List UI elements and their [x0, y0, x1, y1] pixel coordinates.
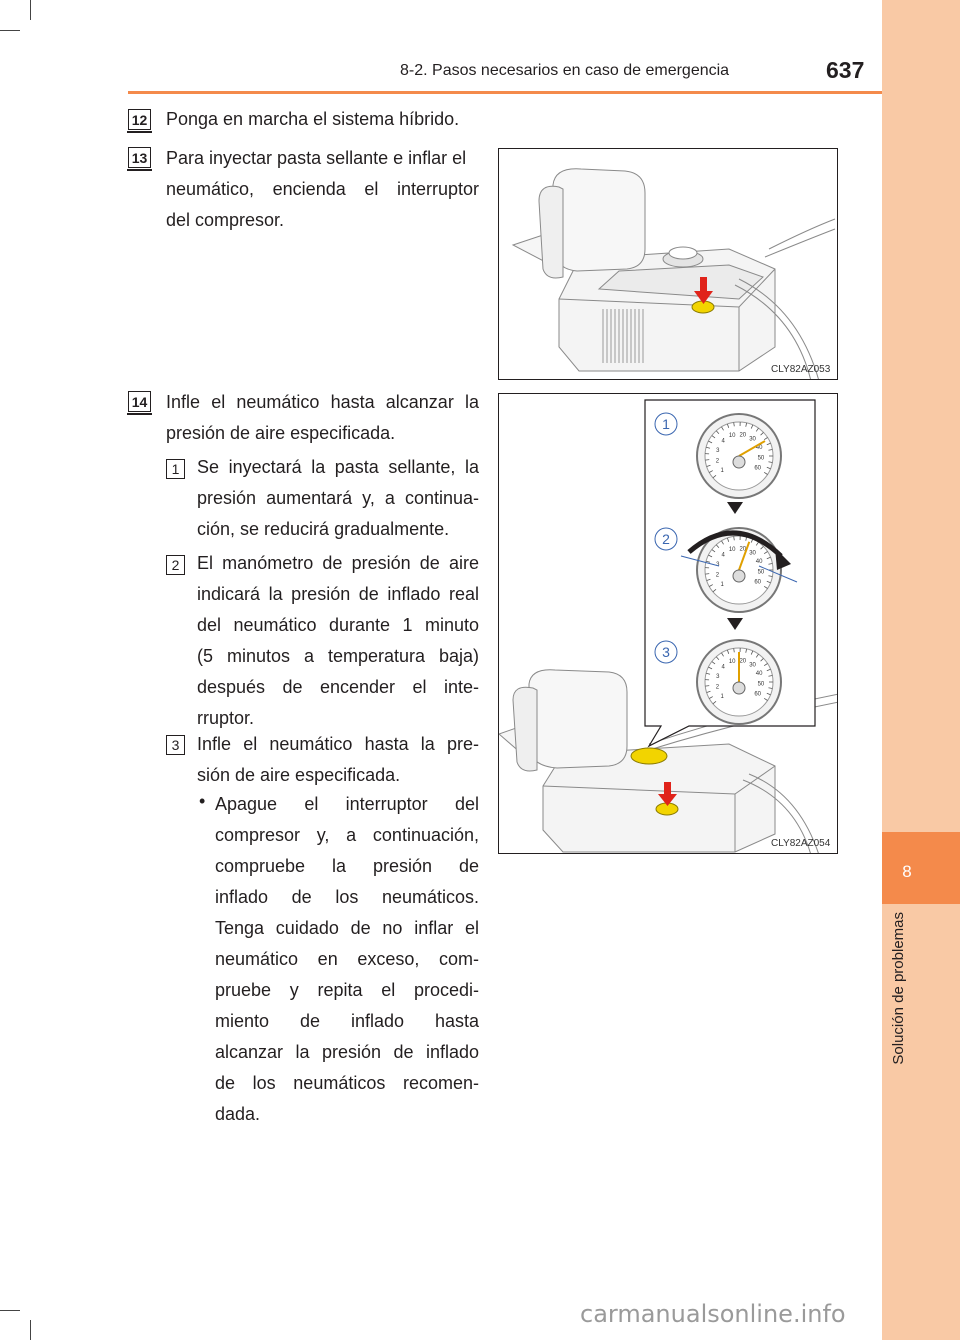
callout-2: 2	[662, 531, 670, 547]
text-line: indicará la presión de inflado real	[197, 584, 479, 604]
text-line: El manómetro de presión de aire	[197, 553, 479, 573]
pressure-gauge-icon	[697, 640, 781, 724]
step-14-text	[166, 387, 479, 449]
gauge-scale-label: 20	[739, 546, 747, 553]
figure-code: CLY82AZ054	[771, 838, 831, 849]
text-line: Se inyectará la pasta sellante, la	[197, 457, 479, 477]
text-line: alcanzar la presión de inflado	[215, 1042, 479, 1062]
figure-code: CLY82AZ053	[771, 364, 831, 375]
chapter-title	[890, 912, 924, 1112]
gauge-scale-label: 40	[755, 559, 763, 566]
header-rule	[128, 91, 882, 94]
substep-badge-2: 2	[166, 555, 185, 575]
step-number-12: 12	[128, 109, 151, 130]
gauge-scale-label: 60	[754, 691, 762, 698]
gauge-scale-label: 2	[715, 572, 720, 579]
gauge-scale-label: 30	[749, 550, 756, 557]
gauge-scale-label: 40	[755, 445, 763, 452]
callout-1: 1	[662, 416, 670, 432]
gauge-scale-label: 50	[757, 681, 765, 688]
gauge-scale-label: 60	[754, 465, 762, 472]
gauge-scale-label: 50	[757, 455, 765, 462]
text-line: sión de aire especificada.	[197, 765, 401, 785]
crop-mark	[0, 30, 20, 31]
compressor-switch-figure	[498, 148, 838, 380]
substep-badge-1: 1	[166, 459, 185, 479]
text-line: neumático en exceso, com-	[215, 949, 479, 969]
gauge-yellow	[631, 748, 667, 764]
crop-mark	[0, 1310, 20, 1311]
gauge-illustration	[499, 394, 838, 854]
gauge-scale-label: 40	[755, 671, 763, 678]
chapter-side-tab	[882, 0, 960, 1340]
text-line: dada.	[215, 1104, 261, 1124]
text-line: ción, se reducirá gradualmente.	[197, 519, 450, 539]
gauge-scale-label: 4	[721, 438, 725, 445]
gauge-scale-label: 30	[749, 436, 756, 443]
substep-2-text	[197, 548, 479, 734]
step-12-text: Ponga en marcha el sistema híbrido.	[166, 109, 460, 129]
compressor-illustration	[499, 149, 838, 380]
pressure-gauge-icon	[697, 414, 781, 498]
gauge-scale-label: 2	[715, 684, 720, 691]
callout-3: 3	[662, 644, 670, 660]
chapter-number: 8	[902, 862, 912, 881]
text-line: de los neumáticos recomen-	[215, 1073, 479, 1093]
gauge-group	[681, 414, 797, 724]
gauge-scale-label: 1	[720, 582, 724, 589]
text-line: neumático, encienda el interruptor	[166, 179, 479, 199]
crop-mark	[30, 0, 31, 20]
gauge-scale-label: 1	[720, 468, 724, 475]
text-line: miento de inflado hasta	[215, 1011, 479, 1031]
chapter-title-text: Solución de problemas	[890, 912, 907, 1065]
gauge-scale-label: 30	[749, 662, 756, 669]
step-13-text	[166, 143, 479, 236]
text-line: (5 minutos a temperatura baja)	[197, 646, 479, 666]
gauge-scale-label: 10	[728, 547, 736, 554]
text-line: Tenga cuidado de no inflar el	[215, 918, 479, 938]
gauge-scale-label: 10	[728, 659, 736, 666]
text-line: Apague el interruptor del	[215, 794, 479, 814]
gauge-scale-label: 20	[739, 432, 747, 439]
substep-badge-3: 3	[166, 735, 185, 755]
gauge-scale-label: 20	[739, 658, 747, 665]
text-line: compruebe la presión de	[215, 856, 479, 876]
gauge-scale-label: 3	[716, 447, 720, 454]
gauge-scale-label: 60	[754, 579, 762, 586]
text-line: Infle el neumático hasta la pre-	[197, 734, 479, 754]
step-number-14: 14	[128, 391, 151, 412]
text-line: Infle el neumático hasta alcanzar la	[166, 392, 479, 412]
bullet-point: •	[199, 791, 206, 811]
text-line: compresor y, a continuación,	[215, 825, 479, 845]
text-line: inflado de los neumáticos.	[215, 887, 479, 907]
crop-mark	[30, 1320, 31, 1340]
text-line: del neumático durante 1 minuto	[197, 615, 479, 635]
page-number: 637	[826, 57, 865, 83]
text-line: presión aumentará y, a continua-	[197, 488, 479, 508]
step-number-13: 13	[128, 147, 151, 168]
text-line: pruebe y repita el procedi-	[215, 980, 479, 1000]
gauge-scale-label: 50	[757, 569, 765, 576]
watermark: carmanualsonline.info	[580, 1300, 846, 1328]
text-line: después de encender el inte-	[197, 677, 479, 697]
gauge-scale-label: 3	[716, 673, 720, 680]
gauge-scale-label: 2	[715, 458, 720, 465]
substep-1-text	[197, 452, 479, 545]
text-line: del compresor.	[166, 210, 285, 230]
text-line: Para inyectar pasta sellante e inflar el	[166, 148, 467, 168]
gauge-scale-label: 1	[720, 694, 724, 701]
text-line: presión de aire especificada.	[166, 423, 396, 443]
substep-3-text	[197, 729, 479, 791]
text-line: rruptor.	[197, 708, 255, 728]
section-title: 8-2. Pasos necesarios en caso de emergencia	[400, 62, 730, 79]
gauge-scale-label: 10	[728, 433, 736, 440]
gauge-scale-label: 4	[721, 552, 725, 559]
gauge-sequence-figure	[498, 393, 838, 854]
gauge-scale-label: 3	[716, 561, 720, 568]
bullet-text	[215, 789, 479, 1130]
gauge-scale-label: 4	[721, 664, 725, 671]
